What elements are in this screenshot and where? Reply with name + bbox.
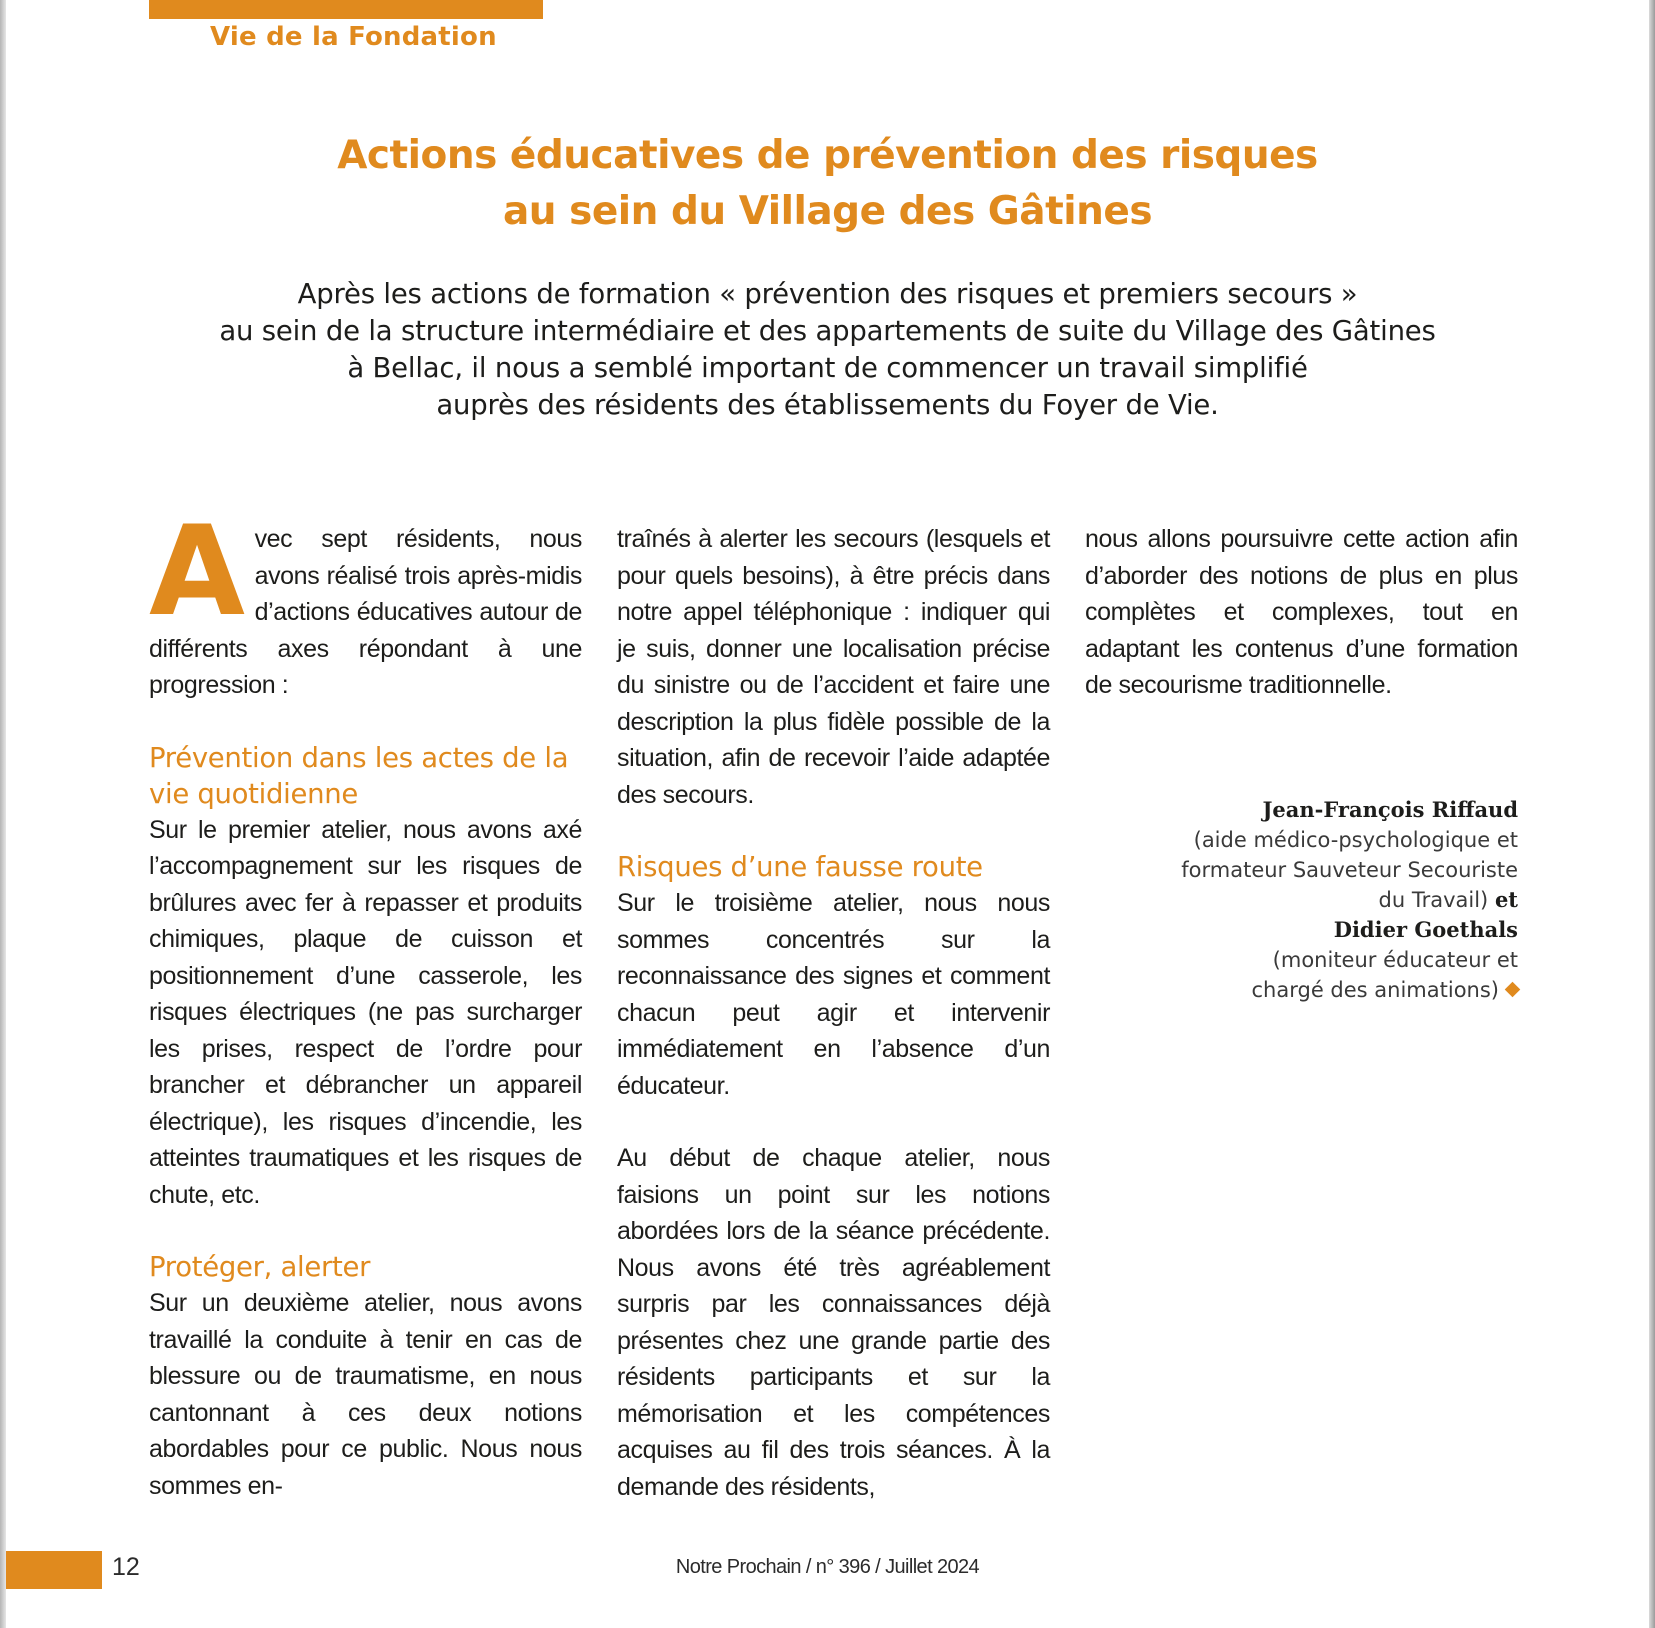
footer-publication: Notre Prochain / n° 396 / Juillet 2024 <box>675 1556 980 1578</box>
page-edge-right <box>1649 0 1655 1628</box>
title-line-2: au sein du Village des Gâtines <box>502 189 1153 234</box>
footer-accent-bar <box>6 1551 102 1589</box>
drop-cap: A <box>149 500 245 644</box>
article-intro <box>60 276 1595 424</box>
section-header-bar <box>149 0 543 19</box>
section-label: Vie de la Fondation <box>210 22 497 52</box>
subheading-proteger-alerter: Protéger, alerter <box>149 1251 371 1283</box>
intro-line-3: à Bellac, il nous a semblé important de commencer un travail simplifié <box>347 352 1308 384</box>
author-conjunction: et <box>1494 887 1518 912</box>
author-1-role-line-2: formateur Sauveteur Secouriste <box>1181 858 1518 882</box>
page-edge-left <box>0 0 6 1628</box>
article-title <box>0 128 1655 240</box>
author-2-role-line-2: chargé des animations) <box>1251 978 1499 1002</box>
author-1-role-line-3: du Travail) <box>1378 888 1489 912</box>
intro-line-4: auprès des résidents des établissements du Foyer de Vie. <box>436 389 1219 421</box>
author-2-role-line-1: (moniteur éducateur et <box>1272 948 1518 972</box>
page-number: 12 <box>112 1553 140 1581</box>
subheading-fausse-route: Risques d’une fausse route <box>617 851 983 883</box>
signature-block <box>1085 795 1518 1005</box>
intro-line-2: au sein de la structure intermédiaire et des appartements de suite du Village des Gâtines <box>219 315 1436 347</box>
section-proteger-body-part2: traînés à alerter les secours (lesquels et pour quels besoins), à être précis dans notre appel téléphonique : indiquer qui je suis, donner une localisation précise du sinistre ou de l’accident et faire une description la plus fidèle possible de la situation, afin de recevoir l’aide adaptée des secours. <box>617 525 1050 809</box>
intro-line-1: Après les actions de formation « prévention des risques et premiers secours » <box>297 278 1358 310</box>
author-1-role-line-1: (aide médico-psychologique et <box>1193 828 1518 852</box>
diamond-icon <box>1505 982 1521 998</box>
lead-paragraph <box>149 500 582 704</box>
closing-paragraph-part1: Au début de chaque atelier, nous faisions un point sur les notions abordées lors de la séance précédente. Nous avons été très agréablement surpris par les connaissances déjà présentes chez une grande partie des résidents participants et sur la mémorisation et les compétences acquises au fil des trois séances. À la demande des résidents, <box>617 1144 1050 1501</box>
author-2-name: Didier Goethals <box>1333 917 1518 942</box>
title-line-1: Actions éducatives de prévention des risques <box>337 133 1318 178</box>
lead-paragraph-text: vec sept résidents, nous avons réalisé trois après-midis d’actions éducatives autour de différents axes répondant à une progression : <box>149 525 582 699</box>
section-fausse-route-body: Sur le troisième atelier, nous nous sommes concentrés sur la reconnaissance des signes et comment chacun peut agir et intervenir immédiatement en l’absence d’un éducateur. <box>617 889 1050 1100</box>
closing-paragraph-part2: nous allons poursuivre cette action afin d’aborder des notions de plus en plus complètes et complexes, tout en adaptant les contenus d’une formation de secourisme traditionnelle. <box>1085 525 1518 699</box>
column-2 <box>617 521 1050 1505</box>
section-proteger-body-part1: Sur un deuxième atelier, nous avons travaillé la conduite à tenir en cas de blessure ou de traumatisme, en nous cantonnant à ces deux notions abordables pour ce public. Nous nous sommes en- <box>149 1289 582 1500</box>
author-1-name: Jean-François Riffaud <box>1262 797 1518 822</box>
section-prevention-body: Sur le premier atelier, nous avons axé l’accompagnement sur les risques de brûlures avec fer à repasser et produits chimiques, plaque de cuisson et positionnement d’une casserole, les risques électriques (ne pas surcharger les prises, respect de l’ordre pour brancher et débrancher un appareil électrique), les risques d’incendie, les atteintes traumatiques et les risques de chute, etc. <box>149 815 582 1209</box>
subheading-prevention: Prévention dans les actes de la vie quotidienne <box>149 741 569 810</box>
column-1 <box>149 500 582 1504</box>
column-3 <box>1085 521 1518 704</box>
